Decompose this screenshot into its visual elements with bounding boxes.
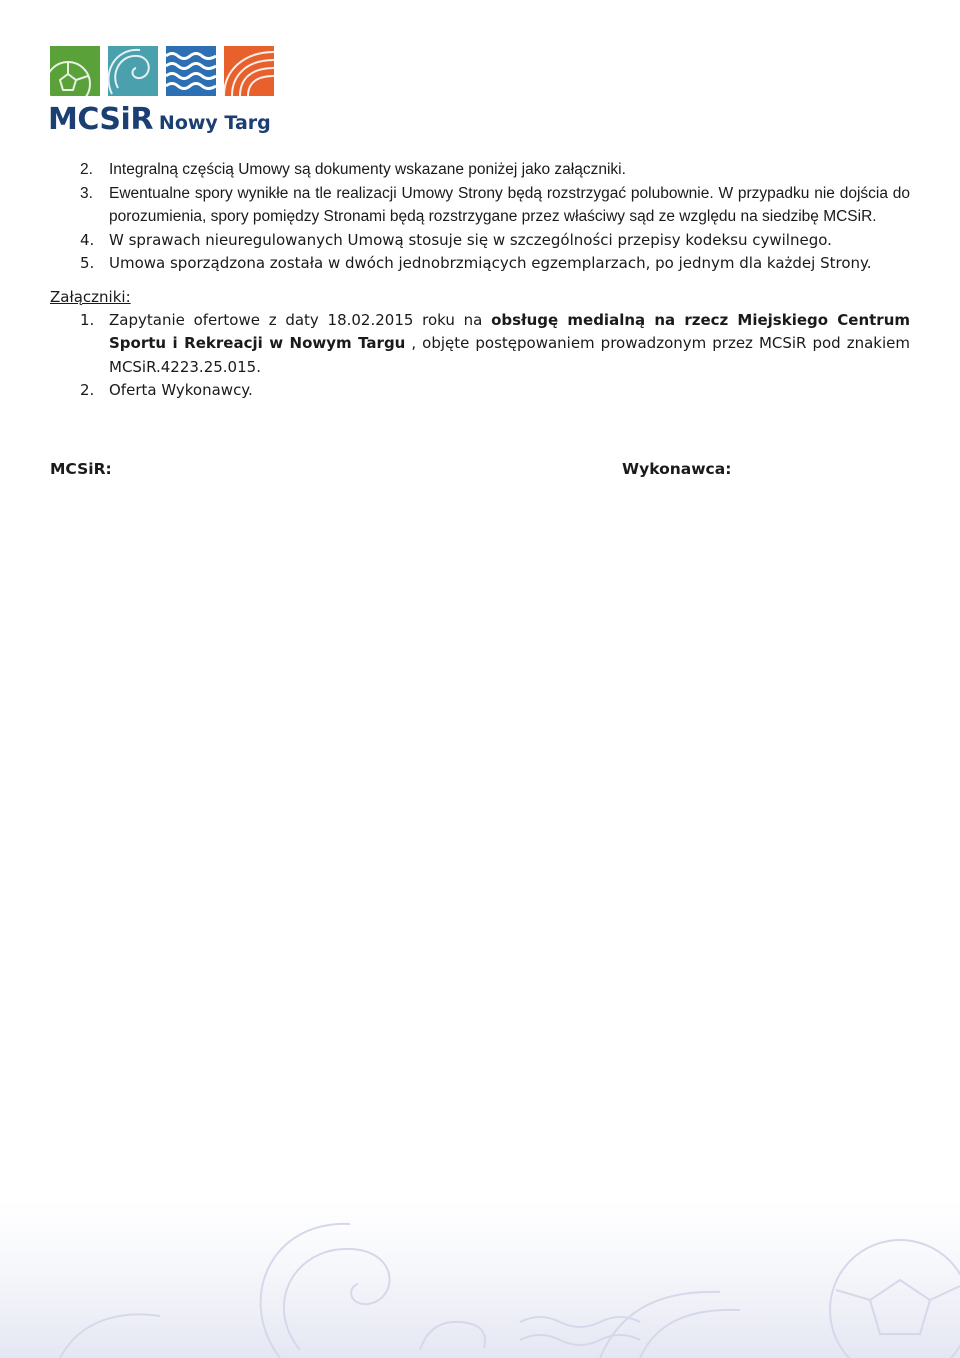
signature-label-contractor: Wykonawca:: [622, 460, 732, 478]
clause-2: [50, 158, 910, 182]
attachment-number: 2.: [80, 381, 95, 399]
logo-main-text: MCSiR: [48, 102, 153, 137]
document-body: [50, 158, 910, 403]
attachment-number: 1.: [80, 310, 95, 329]
attachments-title: Załączniki:: [50, 287, 131, 306]
clause-text: Ewentualne spory wynikłe na tle realizacji Umowy Strony będą rozstrzygać polubownie. W przypadku nie dojścia do porozumienia, spory pomiędzy Stronami będą rozstrzygane przez właściwy sąd ze względu na siedzibę MCSiR.: [109, 184, 910, 225]
clause-3: [50, 182, 910, 229]
clause-number: 5.: [80, 254, 95, 272]
mcsir-logo: [48, 44, 280, 136]
attachment-text: Oferta Wykonawcy.: [109, 381, 253, 399]
attachment-text-pre: Zapytanie ofertowe z daty 18.02.2015 roku na: [109, 310, 492, 329]
signature-label-mcsir: MCSiR:: [50, 460, 112, 478]
attachment-1: [50, 309, 910, 380]
logo-sub-text: Nowy Targ: [158, 112, 271, 134]
clause-number: 4.: [80, 230, 95, 249]
attachment-text-bold: obsługę medialną na rzecz Miejskiego Centrum Sportu i Rekreacji w Nowym Targu: [109, 310, 910, 352]
logo-tiles-icon: [48, 44, 280, 100]
signature-row: [50, 460, 910, 486]
footer-watermark-icon: [0, 1200, 960, 1358]
clause-text: Integralną częścią Umowy są dokumenty wskazane poniżej jako załączniki.: [109, 161, 626, 178]
attachment-2: [50, 379, 910, 403]
clause-4: [50, 229, 910, 253]
attachment-text-post: , objęte postępowaniem prowadzonym przez MCSiR pod znakiem MCSiR.4223.25.015.: [109, 334, 910, 376]
clause-number: 2.: [80, 161, 93, 178]
clause-number: 3.: [80, 184, 93, 202]
clause-5: [50, 252, 910, 276]
clause-text: Umowa sporządzona została w dwóch jednobrzmiących egzemplarzach, po jednym dla każdej Strony.: [109, 254, 872, 272]
clause-text: W sprawach nieuregulowanych Umową stosuje się w szczególności przepisy kodeksu cywilnego.: [109, 230, 832, 249]
